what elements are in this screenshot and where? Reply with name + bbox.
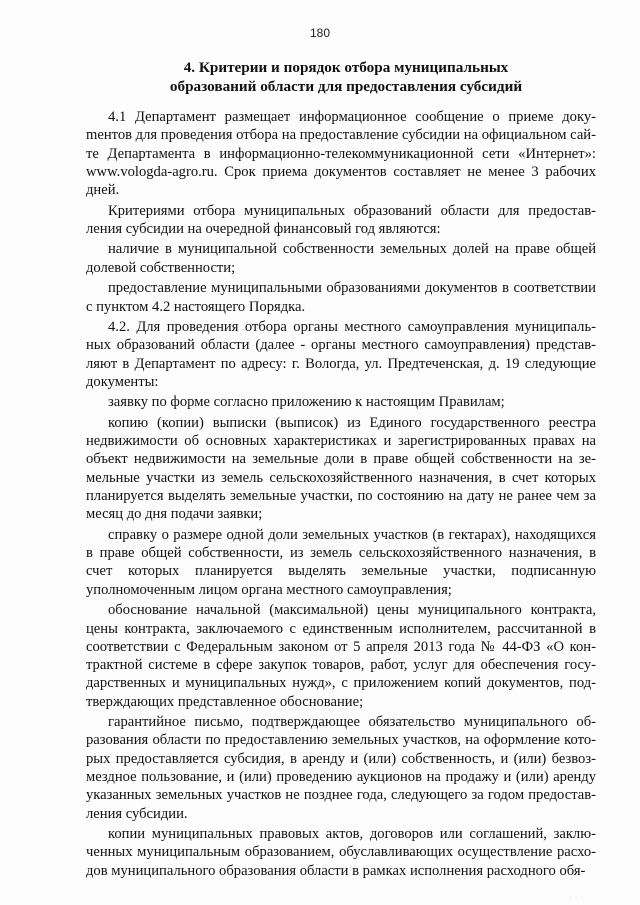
section-heading	[96, 58, 596, 96]
paragraph: Критериями отбора муниципальных образований области для предоставления субсидии на очередной финансовый год являются:	[86, 202, 596, 237]
paragraph: заявку по форме согласно приложению к настоящим Правилам;	[108, 394, 505, 411]
section-heading-line-1: 4. Критерии и порядок отбора муниципальных	[183, 59, 509, 76]
paragraph: 4.1 Департамент размещает информационное сообщение о приеме докуmентов для проведения отбора на предоставление субсидии на официальном сайте Департамента в информационно-телекоммуникационной сети «Интернет»: www.vologda-agro.ru. Срок приема документов составляет не менее 3 рабочих дней.	[86, 109, 596, 199]
scan-corner-mark: · · ·	[569, 895, 584, 901]
paragraph: гарантийное письмо, подтверждающее обязательство муниципального образования области по предоставлению земельных участков, на оформление которых предоставляется субсидия, в аренду и (или) собственность, и (или) безвозмездное пользование, и (или) проведению аукционов на продажу и (или) аренду указанных земельных участков не позднее года, следующего за годом предоставления субсидии.	[86, 714, 596, 822]
paragraph: предоставление муниципальными образованиями документов в соответствии с пунктом 4.2 настоящего Порядка.	[86, 280, 596, 315]
paragraph: 4.2. Для проведения отбора органы местного самоуправления муниципальных образований области (далее - органы местного самоуправления) представляют в Департамент по адресу: г. Вологда, ул. Предтеченская, д. 19 следующие документы:	[86, 319, 596, 390]
paragraph: копию (копии) выписки (выписок) из Единого государственного реестра недвижимости об основных характеристиках и зарегистрированных правах на объект недвижимости на земельные доли в праве общей собственности на земельные участки из земель сельскохозяйственного назначения, в счет которых планируется выделять земельные участки, по состоянию на дату не ранее чем за месяц до дня подачи заявки;	[86, 414, 596, 523]
paragraph: наличие в муниципальной собственности земельных долей на праве общей долевой собственности;	[86, 241, 596, 276]
body-text	[86, 108, 596, 882]
paragraph: обоснование начальной (максимальной) цены муниципального контракта, цены контракта, заключаемого с единственным исполнителем, рассчитанной в соответствии с Федеральным законом от 5 апреля 2013 года № 44-ФЗ «О контрактной системе в сфере закупок товаров, работ, услуг для обеспечения государственных и муниципальных нужд», с приложением копий документов, подтверждающих представленное обоснование;	[86, 602, 596, 710]
paragraph: справку о размере одной доли земельных участков (в гектарах), находящихся в праве общей собственности, из земель сельскохозяйственного назначения, в счет которых планируется выделять земельные участки, подписанную уполномоченным лицом органа местного самоуправления;	[86, 526, 596, 598]
paragraph: копии муниципальных правовых актов, договоров или соглашений, заключенных муниципальным образованием, обуславливающих осуществление расходов муниципального образования области в рамках исполнения расходного обя-	[86, 826, 596, 879]
section-heading-line-2: образований области для предоставления субсидий	[169, 78, 523, 95]
page-number: 180	[309, 26, 331, 40]
